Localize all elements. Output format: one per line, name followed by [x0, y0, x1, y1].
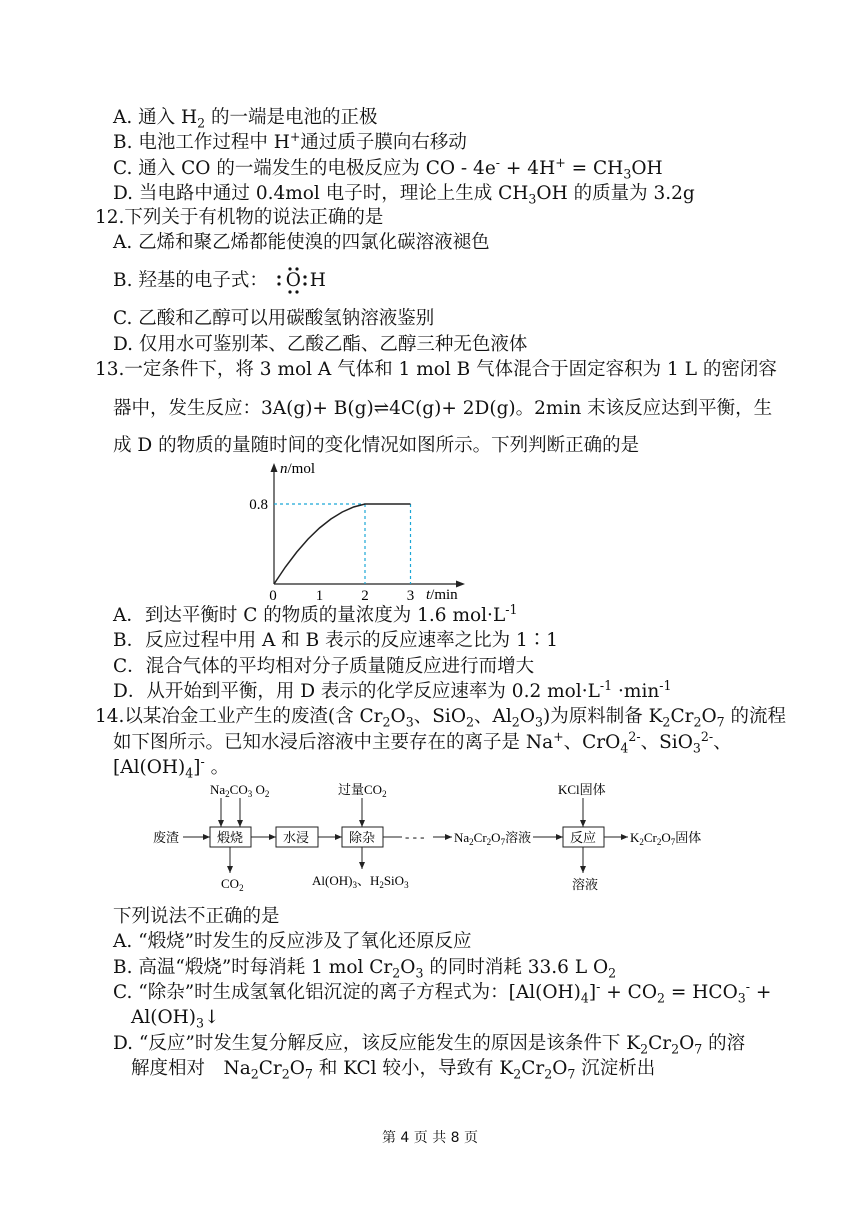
x-tick-label: 1 — [315, 588, 324, 604]
q13-option-d: D．从开始到平衡，用 D 表示的化学反应速率为 0.2 $mol\cdot L^{-1} \cdot\min^{-1}$ — [113, 677, 672, 702]
waste-residue-label: 废渣 — [153, 830, 180, 845]
q12-option-c: C. 乙酸和乙醇可以用碳酸氢钠溶液鉴别 — [113, 308, 435, 329]
excess-co2-label: 过量$CO_2$ — [338, 782, 387, 799]
hydrogen-symbol: H — [309, 270, 326, 291]
q11-option-c: C. 通入 CO 的一端发生的电极反应为 CO - $4e^- + 4H^+ = CH_3OH$ — [113, 154, 663, 182]
q14-stem-line2: 如下图所示。已知水浸后溶液中主要存在的离子是 Na+、CrO$_4^{2-}$、SiO$_3^{2-}$、 — [113, 728, 732, 756]
oxygen-symbol: O — [285, 270, 301, 291]
q13-stem-line1: 13.一定条件下，将 3 mol A 气体和 1 mol B 气体混合于固定容积为 1 L 的密闭容 — [95, 359, 777, 380]
co2-out-label: $CO_2$ — [221, 876, 244, 893]
series-d-line — [274, 504, 411, 584]
precipitate-label: $Al(OH)_3$、$H_2SiO_3$ — [312, 873, 409, 890]
d-amount-vs-time-chart — [230, 458, 490, 608]
kcl-solid-label: KCl固体 — [558, 782, 606, 797]
q14-stem-line1: 14.以某冶金工业产生的废渣(含 $Cr_2O_3$、SiO$_2$、$Al_2O_3$)为原料制备 $K_2Cr_2O_7$ 的流程 — [95, 706, 787, 730]
reagents-calcine-label: $Na_2CO_3$ $O_2$ — [210, 782, 270, 799]
product-label: $K_2Cr_2O_7$固体 — [630, 830, 702, 847]
q14-question: 下列说法不正确的是 — [113, 906, 280, 927]
q13-option-b: B．反应过程中用 A 和 B 表示的反应速率之比为 1∶1 — [113, 630, 558, 651]
q12-stem: 12.下列关于有机物的说法正确的是 — [95, 207, 384, 228]
dichromate-solution-label: $Na_2Cr_2O_7$溶液 — [454, 830, 532, 847]
q14-option-a: A. “煅烧”时发生的反应涉及了氧化还原反应 — [113, 931, 472, 952]
x-tick-label: 3 — [406, 588, 415, 604]
q13-option-a: A．到达平衡时 C 的物质的量浓度为 1.6 $mol\cdot L^{-1}$ — [113, 601, 518, 626]
q11-option-b: B. 电池工作过程中 H+通过质子膜向右移动 — [113, 128, 467, 153]
page-footer: 第 4 页 共 8 页 — [381, 1130, 479, 1146]
filtrate-label: 溶液 — [572, 877, 599, 892]
q14-option-c-line2: $Al(OH)_3↓$ — [131, 1007, 220, 1031]
q14-option-b: B. 高温“煅烧”时每消耗 1 mol $Cr_2O_3$ 的同时消耗 33.6 L $O_2$ — [113, 957, 617, 981]
q11-option-a: A. 通入 $H_2$ 的一端是电池的正极 — [113, 107, 378, 131]
x-tick-label: 2 — [361, 588, 369, 604]
x-axis-label: t/min — [426, 587, 458, 603]
y-axis-label: n/mol — [280, 461, 316, 477]
react-label: 反应 — [570, 830, 597, 845]
q13-stem-line3: 成 D 的物质的量随时间的变化情况如图所示。下列判断正确的是 — [113, 435, 640, 456]
dots-label: - - - — [405, 829, 425, 844]
leach-label: 水浸 — [283, 830, 310, 845]
q12-option-d: D. 仅用水可鉴别苯、乙酸乙酯、乙醇三种无色液体 — [113, 334, 528, 355]
purify-label: 除杂 — [349, 830, 376, 845]
q14-stem-line3: $[Al(OH)_4]^-$ 。 — [113, 753, 230, 781]
q12-option-b: B. 羟基的电子式： O H — [113, 269, 334, 293]
q14-option-d-line1: D. “反应”时发生复分解反应，该反应能发生的原因是该条件下 $K_2Cr_2O_7$ 的溶 — [113, 1033, 746, 1057]
q11-option-d: D. 当电路中通过 0.4mol 电子时，理论上生成 $CH_3OH$ 的质量为 3.2g — [113, 183, 695, 207]
q12-option-a: A. 乙烯和聚乙烯都能使溴的四氯化碳溶液褪色 — [113, 232, 490, 253]
hydroxyl-electron-formula — [274, 269, 334, 293]
calcine-label: 煅烧 — [217, 830, 244, 845]
y-axis-arrow-icon — [271, 463, 278, 472]
q14-option-c-line1: C. “除杂”时生成氢氧化铝沉淀的离子方程式为：$[Al(OH)_4]^- + CO_2 = HCO_3^-$ + — [113, 978, 772, 1006]
process-flow-diagram — [150, 782, 720, 897]
x-tick-label: 0 — [269, 588, 277, 604]
q14-option-d-line2: 解度相对 $Na_2Cr_2O_7$ 和 KCl 较小，导致有 $K_2Cr_2O_7$ 沉淀析出 — [131, 1058, 656, 1082]
q13-option-c: C．混合气体的平均相对分子质量随反应进行而增大 — [113, 656, 535, 677]
q13-stem-line2: 器中，发生反应：3A(g)+ B(g)⇌4C(g)+ 2D(g)。2min 末该反应达到平衡，生 — [113, 398, 773, 419]
y-tick-label: 0.8 — [249, 497, 268, 513]
